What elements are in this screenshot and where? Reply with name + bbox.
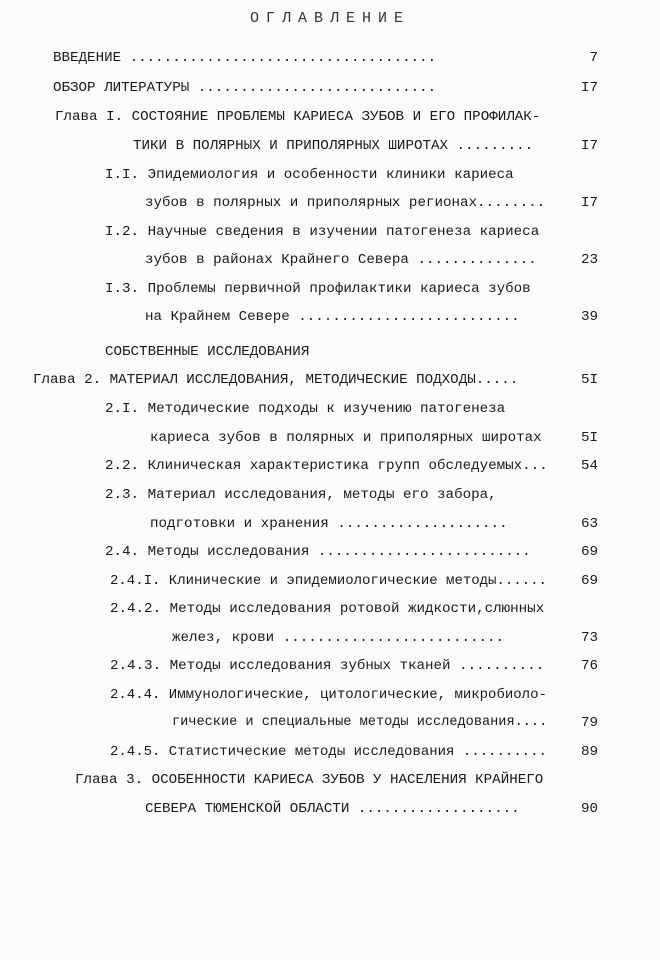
- toc-entry-page: 5I: [580, 372, 598, 388]
- toc-entry-text: I.3. Проблемы первичной профилактики кариеса зубов: [105, 281, 531, 297]
- toc-entry-page: 23: [580, 252, 598, 268]
- toc-entry-page: 7: [589, 50, 598, 66]
- toc-entry-text: зубов в районах Крайнего Севера ..............: [145, 252, 537, 268]
- toc-entry-page: 69: [580, 544, 598, 560]
- section-heading: СОБСТВЕННЫЕ ИССЛЕДОВАНИЯ: [105, 344, 310, 360]
- page-title: ОГЛАВЛЕНИЕ: [249, 10, 410, 27]
- toc-entry-page: 73: [580, 630, 598, 646]
- toc-entry-text: 2.4.2. Методы исследования ротовой жидкости,слюнных: [110, 601, 545, 617]
- toc-entry-page: I7: [580, 138, 598, 154]
- toc-entry-page: 5I: [580, 430, 598, 446]
- toc-entry-text: 2.4.3. Методы исследования зубных тканей ..........: [110, 658, 545, 674]
- toc-entry-text: Глава I. СОСТОЯНИЕ ПРОБЛЕМЫ КАРИЕСА ЗУБОВ И ЕГО ПРОФИЛАК-: [55, 109, 541, 125]
- toc-entry-page: I7: [580, 80, 598, 96]
- toc-entry-text: ОБЗОР ЛИТЕРАТУРЫ ............................: [53, 80, 437, 96]
- toc-entry-page: 89: [580, 744, 598, 760]
- toc-entry-text: 2.2. Клиническая характеристика групп обследуемых...: [105, 458, 548, 474]
- toc-entry-text: 2.4.5. Статистические методы исследования ..........: [110, 744, 547, 760]
- toc-entry-text: зубов в полярных и приполярных регионах........: [145, 195, 546, 211]
- toc-entry-page: 54: [580, 458, 598, 474]
- toc-entry-text: СЕВЕРА ТЮМЕНСКОЙ ОБЛАСТИ ...................: [145, 801, 520, 817]
- toc-entry-text: 2.4.4. Иммунологические, цитологические, микробиоло-: [110, 687, 547, 703]
- toc-entry-text: на Крайнем Севере ..........................: [145, 309, 520, 325]
- toc-entry-page: 79: [580, 715, 598, 731]
- toc-entry-text: гические и специальные методы исследования....: [172, 715, 548, 730]
- toc-entry-page: 69: [580, 573, 598, 589]
- toc-entry-text: 2.4. Методы исследования .........................: [105, 544, 531, 560]
- toc-entry-text: I.I. Эпидемиология и особенности клиники кариеса: [105, 167, 514, 183]
- toc-entry-text: I.2. Научные сведения в изучении патогенеза кариеса: [105, 224, 540, 240]
- toc-entry-page: 90: [580, 801, 598, 817]
- toc-entry-text: 2.I. Методические подходы к изучению патогенеза: [105, 401, 506, 417]
- toc-entry-page: 63: [580, 516, 598, 532]
- toc-entry-text: 2.3. Материал исследования, методы его забора,: [105, 487, 497, 503]
- toc-entry-text: Глава 2. МАТЕРИАЛ ИССЛЕДОВАНИЯ, МЕТОДИЧЕСКИЕ ПОДХОДЫ.....: [33, 372, 519, 388]
- toc-entry-text: 2.4.I. Клинические и эпидемиологические методы......: [110, 573, 547, 589]
- toc-entry-page: 39: [580, 309, 598, 325]
- toc-entry-text: Глава 3. ОСОБЕННОСТИ КАРИЕСА ЗУБОВ У НАСЕЛЕНИЯ КРАЙНЕГО: [75, 772, 544, 788]
- toc-entry-text: подготовки и хранения ....................: [150, 516, 508, 532]
- toc-entry-text: ТИКИ В ПОЛЯРНЫХ И ПРИПОЛЯРНЫХ ШИРОТАХ .........: [133, 138, 534, 154]
- toc-entry-text: кариеса зубов в полярных и приполярных широтах: [150, 430, 542, 446]
- toc-entry-text: желез, крови ..........................: [172, 630, 505, 646]
- toc-entry-text: ВВЕДЕНИЕ ....................................: [53, 50, 437, 66]
- toc-entry-page: 76: [580, 658, 598, 674]
- toc-entry-page: I7: [580, 195, 598, 211]
